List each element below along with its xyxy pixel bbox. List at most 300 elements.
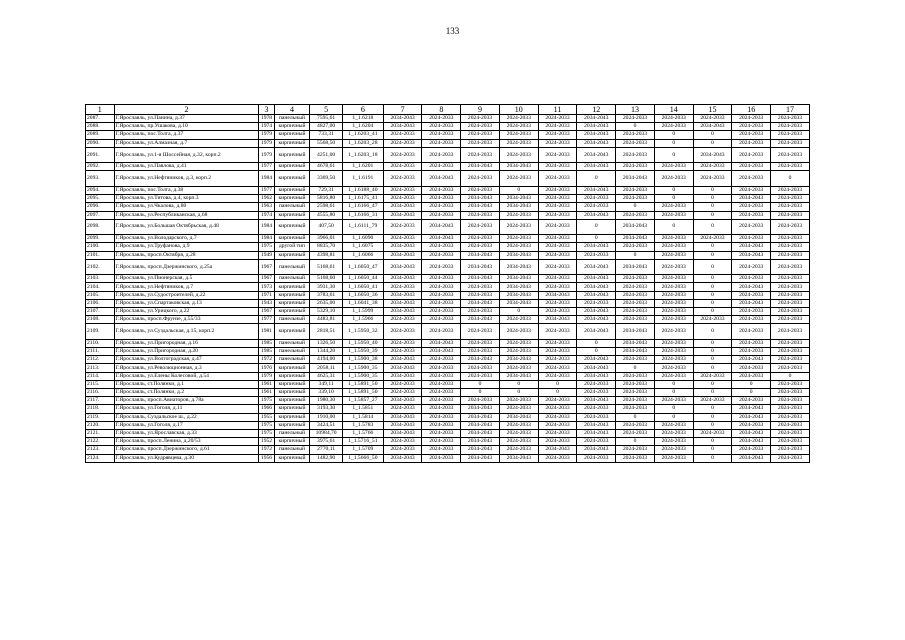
table-cell: 1975 <box>259 421 274 429</box>
address-cell: Г.Ярославль, ул.Пионерская, д.5 <box>114 275 259 283</box>
table-cell: 2034-2043 <box>422 235 461 243</box>
table-cell: 2024-2033 <box>383 147 422 163</box>
table-cell: 2103. <box>86 275 115 283</box>
address-cell: Г.Ярославль, ул.Панина, д.37 <box>114 115 259 123</box>
column-header: 5 <box>310 105 343 115</box>
housing-table-container <box>85 104 810 463</box>
table-cell: 2034-2043 <box>461 429 500 437</box>
table-cell: 2024-2033 <box>538 405 577 413</box>
table-cell: 1_1.5966 <box>342 316 383 324</box>
table-cell: 2024-2033 <box>577 438 616 446</box>
table-cell: 2024-2033 <box>693 316 732 324</box>
table-cell: 1910,00 <box>310 413 343 421</box>
table-cell: кирпичный <box>274 235 310 243</box>
table-cell: 2089. <box>86 131 115 139</box>
table-cell: 1975 <box>259 243 274 251</box>
table-cell: 2024-2033 <box>499 123 538 131</box>
table-cell: 2106. <box>86 299 115 307</box>
table-cell: 2088. <box>86 123 115 131</box>
table-cell: 2091. <box>86 147 115 163</box>
table-cell: 1_1.5766 <box>342 429 383 437</box>
table-cell: 0 <box>538 389 577 397</box>
column-header: 14 <box>654 105 693 115</box>
table-cell: 2024-2033 <box>732 259 771 275</box>
table-cell: 2024-2033 <box>616 147 655 163</box>
table-cell: 2024-2033 <box>654 299 693 307</box>
table-row <box>86 454 810 462</box>
table-cell: панельный <box>274 203 310 211</box>
table-cell: панельный <box>274 348 310 356</box>
table-cell: 2112. <box>86 356 115 364</box>
address-cell: Г.Ярославль, ул.Гоголя, д.17 <box>114 421 259 429</box>
table-cell: 2024-2033 <box>383 131 422 139</box>
table-cell: 2024-2033 <box>654 283 693 291</box>
table-cell: 2024-2033 <box>422 123 461 131</box>
table-cell: 2024-2033 <box>732 364 771 372</box>
table-cell: 1955 <box>259 413 274 421</box>
address-cell: Г.Ярославль, ул.Гоголя, д.11 <box>114 405 259 413</box>
table-cell: 2024-2033 <box>383 380 422 388</box>
table-row <box>86 115 810 123</box>
table-row <box>86 348 810 356</box>
table-cell: другой тип <box>274 243 310 251</box>
table-cell: 2024-2033 <box>422 454 461 462</box>
table-cell: 2034-2043 <box>577 372 616 380</box>
table-cell: панельный <box>274 115 310 123</box>
table-cell: 2098. <box>86 219 115 235</box>
table-cell: 2058,11 <box>310 364 343 372</box>
table-cell: 1_1.5814 <box>342 413 383 421</box>
table-cell: 2024-2033 <box>654 316 693 324</box>
address-cell: Г.Ярославль, ул.Кудрявцева, д.30 <box>114 454 259 462</box>
table-cell: 2024-2033 <box>383 438 422 446</box>
table-cell: 2024-2033 <box>499 397 538 405</box>
table-cell: 1_1.5950_40 <box>342 339 383 347</box>
table-cell: 2034-2043 <box>461 195 500 203</box>
table-cell: кирпичный <box>274 405 310 413</box>
table-cell: 2024-2033 <box>422 131 461 139</box>
table-cell: 0 <box>693 203 732 211</box>
table-cell: 2024-2033 <box>383 348 422 356</box>
table-cell: 1_1.6203_28 <box>342 139 383 147</box>
address-cell: Г.Ярославль, просп.Октября, д.28 <box>114 251 259 259</box>
table-cell: 2024-2033 <box>538 219 577 235</box>
table-cell: 2024-2033 <box>538 283 577 291</box>
table-cell: панельный <box>274 259 310 275</box>
table-cell: 2024-2033 <box>538 195 577 203</box>
table-cell: 0 <box>693 139 732 147</box>
address-cell: Г.Ярославль, просп.Авиаторов, д.78а <box>114 397 259 405</box>
table-cell: 2024-2033 <box>616 389 655 397</box>
table-cell: 2034-2043 <box>577 429 616 437</box>
table-cell: 2024-2033 <box>577 405 616 413</box>
table-cell: кирпичный <box>274 397 310 405</box>
table-cell: 1974 <box>259 211 274 219</box>
table-cell: 2024-2033 <box>771 115 810 123</box>
table-cell: 2024-2033 <box>422 389 461 397</box>
table-cell: 2024-2033 <box>422 211 461 219</box>
table-row <box>86 429 810 437</box>
table-cell: кирпичный <box>274 283 310 291</box>
table-cell: 2024-2033 <box>771 131 810 139</box>
table-cell: 2024-2033 <box>577 413 616 421</box>
table-cell: 407,50 <box>310 219 343 235</box>
table-cell: 2087. <box>86 115 115 123</box>
table-cell: 2024-2033 <box>499 339 538 347</box>
table-cell: 2024-2033 <box>693 235 732 243</box>
table-row <box>86 389 810 397</box>
table-cell: 2114. <box>86 372 115 380</box>
table-cell: 2117. <box>86 397 115 405</box>
table-cell: 2034-2043 <box>732 243 771 251</box>
table-cell: 2024-2033 <box>616 380 655 388</box>
table-cell: 2034-2043 <box>616 324 655 340</box>
table-cell: 1978 <box>259 115 274 123</box>
table-cell: 2024-2033 <box>461 139 500 147</box>
table-cell: 2024-2033 <box>499 219 538 235</box>
table-cell: 2034-2043 <box>616 348 655 356</box>
table-cell: 2034-2043 <box>577 446 616 454</box>
address-cell: Г.Ярославль, ул.Спартаковская, д.13 <box>114 299 259 307</box>
table-cell: 2034-2043 <box>577 147 616 163</box>
table-cell: 2124. <box>86 454 115 462</box>
address-cell: Г.Ярославль, ул.Республиканская, д.68 <box>114 211 259 219</box>
table-cell: 4483,81 <box>310 316 343 324</box>
table-cell: кирпичный <box>274 454 310 462</box>
table-row <box>86 275 810 283</box>
table-cell: 2034-2043 <box>383 397 422 405</box>
table-cell: 1_1.6188_40 <box>342 186 383 194</box>
table-cell: 2119. <box>86 413 115 421</box>
table-cell: 1979 <box>259 147 274 163</box>
table-cell: кирпичный <box>274 380 310 388</box>
table-cell: 2598,61 <box>310 203 343 211</box>
table-cell: 2034-2043 <box>499 275 538 283</box>
table-cell: 2024-2033 <box>616 275 655 283</box>
table-cell: 0 <box>693 438 732 446</box>
table-cell: 2024-2033 <box>616 397 655 405</box>
table-cell: кирпичный <box>274 308 310 316</box>
table-cell: 0 <box>693 299 732 307</box>
table-cell: 2034-2043 <box>499 283 538 291</box>
table-cell: 2024-2033 <box>538 235 577 243</box>
table-row <box>86 219 810 235</box>
table-cell: 2024-2033 <box>616 372 655 380</box>
table-cell: 2024-2033 <box>654 364 693 372</box>
table-cell: 2024-2033 <box>732 372 771 380</box>
table-cell: 2034-2043 <box>461 446 500 454</box>
table-cell: кирпичный <box>274 413 310 421</box>
table-row <box>86 131 810 139</box>
table-cell: 2024-2033 <box>616 356 655 364</box>
table-cell: 2024-2033 <box>616 139 655 147</box>
table-cell: 1984 <box>259 171 274 187</box>
table-cell: 2024-2033 <box>538 364 577 372</box>
table-cell: 1949 <box>259 251 274 259</box>
table-cell: 5168,60 <box>310 275 343 283</box>
table-cell: 1979 <box>259 372 274 380</box>
table-cell: 2024-2033 <box>538 243 577 251</box>
table-cell: 0 <box>693 454 732 462</box>
table-cell: 10984,70 <box>310 429 343 437</box>
table-cell: 2024-2033 <box>422 299 461 307</box>
table-cell: 2034-2043 <box>461 421 500 429</box>
table-cell: 2024-2033 <box>422 438 461 446</box>
table-cell: 2024-2033 <box>499 171 538 187</box>
table-cell: 2024-2033 <box>732 308 771 316</box>
table-cell: 1_1.5999 <box>342 308 383 316</box>
table-cell: 4194,00 <box>310 356 343 364</box>
table-row <box>86 308 810 316</box>
table-cell: кирпичный <box>274 251 310 259</box>
table-cell: 2034-2043 <box>383 429 422 437</box>
table-cell: 2024-2033 <box>538 299 577 307</box>
table-row <box>86 339 810 347</box>
table-cell: 2024-2033 <box>654 429 693 437</box>
table-cell: 2105. <box>86 291 115 299</box>
table-cell: 1344,20 <box>310 348 343 356</box>
table-cell: 0 <box>616 251 655 259</box>
table-cell: 2024-2033 <box>461 147 500 163</box>
table-cell: 2034-2043 <box>383 251 422 259</box>
table-cell: 0 <box>654 413 693 421</box>
table-cell: 2024-2033 <box>499 446 538 454</box>
table-row <box>86 259 810 275</box>
table-cell: 2024-2033 <box>654 163 693 171</box>
table-cell: 2024-2033 <box>461 397 500 405</box>
table-cell: 2122. <box>86 438 115 446</box>
table-cell: 2024-2033 <box>771 243 810 251</box>
table-cell: 2024-2033 <box>422 316 461 324</box>
table-cell: 2024-2033 <box>732 316 771 324</box>
table-cell: 2024-2033 <box>732 163 771 171</box>
table-cell: 0 <box>616 123 655 131</box>
table-body <box>86 115 810 463</box>
table-cell: 0 <box>693 259 732 275</box>
table-cell: 2024-2033 <box>461 219 500 235</box>
table-cell: панельный <box>274 339 310 347</box>
table-cell: 2024-2033 <box>771 123 810 131</box>
column-header: 1 <box>86 105 115 115</box>
table-cell: 5329,10 <box>310 308 343 316</box>
table-cell: 0 <box>693 421 732 429</box>
table-cell: 0 <box>577 235 616 243</box>
table-cell: 2024-2033 <box>422 243 461 251</box>
table-cell: 1_1.5851 <box>342 405 383 413</box>
table-cell: 1_1.6201 <box>342 163 383 171</box>
address-cell: Г.Ярославль, ул.1-я Шоссейная, д.32, корп.2 <box>114 147 259 163</box>
table-cell: 2034-2043 <box>461 405 500 413</box>
table-cell: 1_1.5709 <box>342 446 383 454</box>
table-cell: кирпичный <box>274 364 310 372</box>
table-cell: 2024-2033 <box>771 283 810 291</box>
table-cell: 0 <box>616 203 655 211</box>
table-cell: 0 <box>577 171 616 187</box>
table-cell: 1979 <box>259 131 274 139</box>
table-cell: 2024-2033 <box>732 131 771 139</box>
header-row <box>86 105 810 115</box>
table-row <box>86 446 810 454</box>
table-cell: 1_1.6050_44 <box>342 275 383 283</box>
table-cell: 2024-2033 <box>616 115 655 123</box>
table-cell: 2024-2033 <box>732 203 771 211</box>
table-cell: 2024-2033 <box>538 421 577 429</box>
table-cell: 2024-2033 <box>577 454 616 462</box>
table-row <box>86 235 810 243</box>
table-cell: 2109. <box>86 324 115 340</box>
table-cell: 2024-2033 <box>771 405 810 413</box>
table-cell: 2107. <box>86 308 115 316</box>
table-cell: панельный <box>274 356 310 364</box>
table-cell: 0 <box>616 438 655 446</box>
address-cell: Г.Ярославль, просп.Дзержинского, д.25а <box>114 259 259 275</box>
table-cell: 2034-2043 <box>732 195 771 203</box>
table-cell: 1977 <box>259 316 274 324</box>
table-cell: 0 <box>771 372 810 380</box>
table-cell: 4555,80 <box>310 211 343 219</box>
table-cell: 2024-2033 <box>654 243 693 251</box>
table-cell: 2034-2043 <box>577 308 616 316</box>
table-cell: 1977 <box>259 163 274 171</box>
table-cell: 2024-2033 <box>538 211 577 219</box>
address-cell: Г.Ярославль, пр.Ушакова, д.10 <box>114 123 259 131</box>
table-cell: 2034-2043 <box>577 123 616 131</box>
table-cell: 2024-2033 <box>499 316 538 324</box>
table-cell: 2034-2043 <box>383 243 422 251</box>
table-cell: 2034-2043 <box>538 291 577 299</box>
table-cell: 2024-2033 <box>654 339 693 347</box>
table-cell: 2034-2043 <box>499 454 538 462</box>
table-cell: 2024-2033 <box>383 324 422 340</box>
table-cell: 2024-2033 <box>732 219 771 235</box>
table-cell: 2024-2033 <box>771 389 810 397</box>
table-cell: 2024-2033 <box>461 348 500 356</box>
table-cell: 2111. <box>86 348 115 356</box>
table-cell: 2092. <box>86 163 115 171</box>
table-cell: 3975,61 <box>310 438 343 446</box>
table-cell: 0 <box>693 380 732 388</box>
table-cell: 2024-2033 <box>654 123 693 131</box>
table-cell: 2024-2033 <box>616 195 655 203</box>
table-cell: 2024-2033 <box>538 163 577 171</box>
table-cell: 0 <box>693 219 732 235</box>
address-cell: Г.Ярославль, ул.Суздальская, д.15, корп.2 <box>114 324 259 340</box>
table-cell: 2113. <box>86 364 115 372</box>
table-cell: 2034-2043 <box>732 356 771 364</box>
table-cell: 2024-2033 <box>538 131 577 139</box>
table-cell: 2024-2033 <box>499 131 538 139</box>
table-cell: 2024-2033 <box>422 291 461 299</box>
table-row <box>86 291 810 299</box>
column-header: 16 <box>732 105 771 115</box>
table-cell: 3931,30 <box>310 283 343 291</box>
table-cell: 0 <box>693 291 732 299</box>
table-cell: 2096. <box>86 203 115 211</box>
table-cell: 2024-2033 <box>732 171 771 187</box>
table-cell: 2770,11 <box>310 446 343 454</box>
table-cell: 2034-2043 <box>577 356 616 364</box>
table-cell: 0 <box>693 356 732 364</box>
table-cell: 2034-2043 <box>383 372 422 380</box>
table-cell: 339,10 <box>310 389 343 397</box>
table-cell: 0 <box>538 380 577 388</box>
table-cell: 2024-2033 <box>499 421 538 429</box>
table-cell: 2024-2033 <box>732 147 771 163</box>
table-cell: 2099. <box>86 235 115 243</box>
table-cell: 2034-2043 <box>693 123 732 131</box>
table-cell: 2024-2033 <box>693 397 732 405</box>
table-cell: 2034-2043 <box>616 171 655 187</box>
table-cell: 2034-2043 <box>383 299 422 307</box>
table-cell: 2024-2033 <box>422 251 461 259</box>
table-cell: кирпичный <box>274 186 310 194</box>
address-cell: Г.Ярославль, ул.Труфанова, д.9 <box>114 243 259 251</box>
table-cell: 2024-2033 <box>499 211 538 219</box>
table-cell: 2024-2033 <box>771 147 810 163</box>
table-cell: 2101. <box>86 251 115 259</box>
table-cell: 4827,00 <box>310 123 343 131</box>
table-cell: 2024-2033 <box>771 397 810 405</box>
table-cell: 4251,00 <box>310 147 343 163</box>
address-cell: Г.Ярославль, ул.Волгоградская, д.47 <box>114 356 259 364</box>
table-cell: 1_1.6041_38 <box>342 299 383 307</box>
table-cell: 1963 <box>259 203 274 211</box>
table-cell: 2024-2033 <box>616 405 655 413</box>
table-cell: 4678,61 <box>310 163 343 171</box>
address-cell: Г.Ярославль, ул.Судостроителей, д.22 <box>114 291 259 299</box>
table-cell: 0 <box>693 446 732 454</box>
table-cell: 2034-2043 <box>499 195 538 203</box>
table-cell: 0 <box>771 171 810 187</box>
table-cell: 2024-2033 <box>654 115 693 123</box>
table-cell: 1_1.6175_41 <box>342 195 383 203</box>
table-row <box>86 163 810 171</box>
table-row <box>86 356 810 364</box>
table-cell: 0 <box>616 364 655 372</box>
table-cell: 2034-2043 <box>499 413 538 421</box>
table-cell: 2034-2043 <box>383 275 422 283</box>
table-cell: 2024-2033 <box>538 186 577 194</box>
table-cell: 2024-2033 <box>383 219 422 235</box>
table-row <box>86 316 810 324</box>
table-cell: 2034-2043 <box>577 397 616 405</box>
address-cell: Г.Ярославль, пос.Толга, д.37 <box>114 131 259 139</box>
table-cell: кирпичный <box>274 438 310 446</box>
table-cell: 2024-2033 <box>538 397 577 405</box>
table-cell: 2024-2033 <box>461 123 500 131</box>
table-row <box>86 380 810 388</box>
table-cell: кирпичный <box>274 139 310 147</box>
table-cell: кирпичный <box>274 163 310 171</box>
table-cell: 2024-2033 <box>771 421 810 429</box>
table-cell: 2024-2033 <box>383 339 422 347</box>
table-cell: кирпичный <box>274 171 310 187</box>
table-cell: 2034-2043 <box>461 203 500 211</box>
column-header: 6 <box>342 105 383 115</box>
table-cell: 2024-2033 <box>422 405 461 413</box>
table-cell: 2115. <box>86 380 115 388</box>
table-cell: 1984 <box>259 235 274 243</box>
table-row <box>86 139 810 147</box>
table-row <box>86 413 810 421</box>
column-header: 3 <box>259 105 274 115</box>
table-cell: 0 <box>693 364 732 372</box>
table-cell: 1984 <box>259 219 274 235</box>
table-row <box>86 324 810 340</box>
table-cell: 0 <box>693 348 732 356</box>
table-cell: 2024-2033 <box>771 186 810 194</box>
table-cell: 1_1.6166_47 <box>342 203 383 211</box>
